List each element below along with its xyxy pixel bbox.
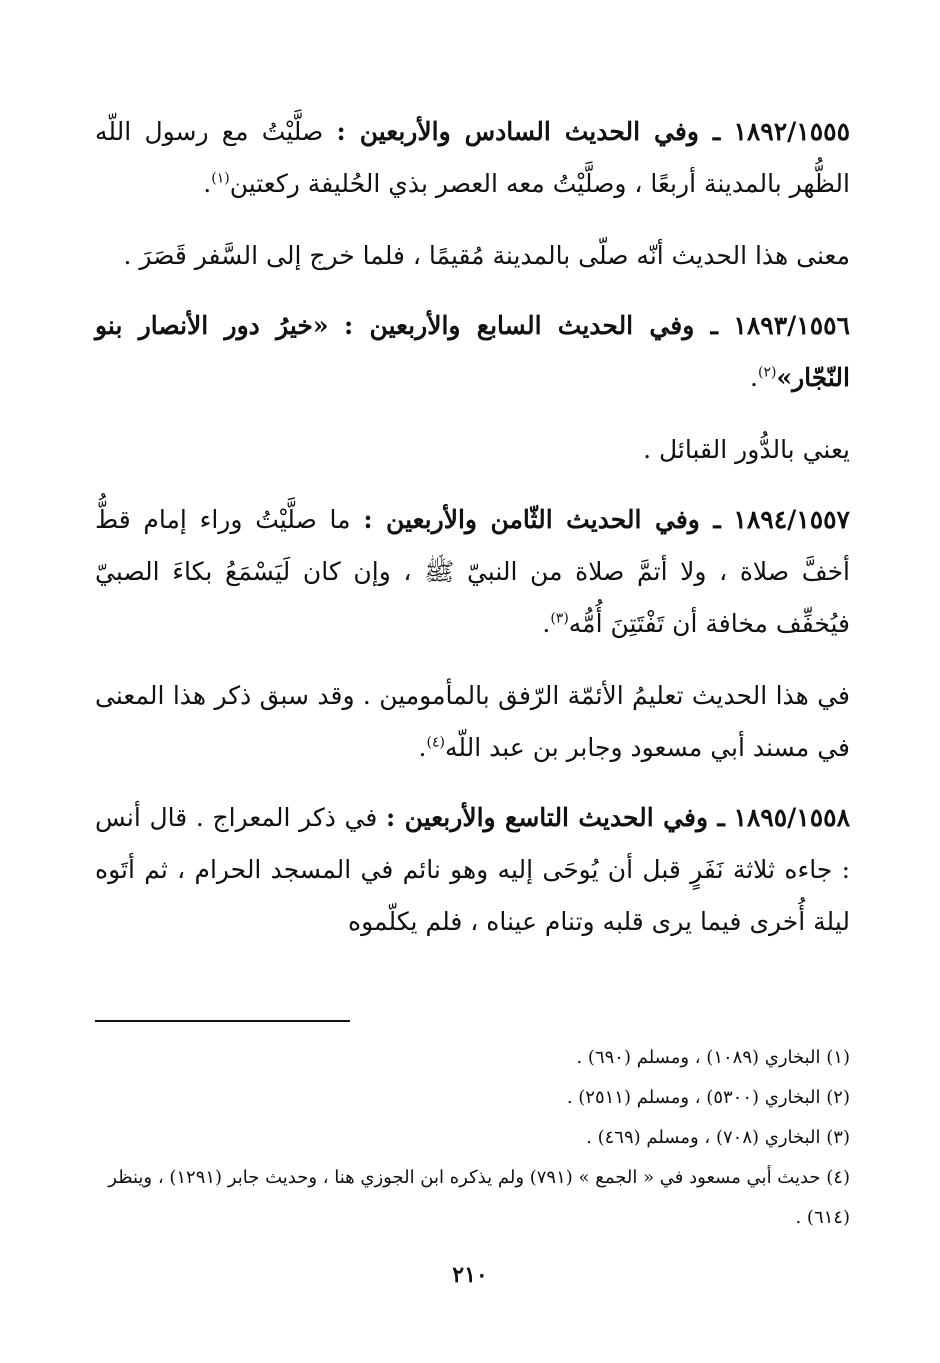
hadith-number: ١٨٩٤/١٥٥٧ <box>733 505 850 534</box>
footnote-3: (٣) البخاري (٧٠٨) ، ومسلم (٤٦٩) . <box>586 1127 850 1148</box>
commentary-end: . <box>418 733 427 762</box>
page-body <box>95 100 850 948</box>
hadith-1556 <box>95 300 850 404</box>
hadith-intro: ـ وفي الحديث السادس والأربعين : <box>336 117 721 146</box>
hadith-end: . <box>750 363 758 392</box>
hadith-intro: ـ وفي الحديث السابع والأربعين : <box>344 311 718 340</box>
commentary-1556: يعني بالدُّور القبائل . <box>643 435 850 464</box>
hadith-number: ١٨٩٢/١٥٥٥ <box>733 117 850 146</box>
hadith-1558 <box>95 792 850 948</box>
footnote-ref[interactable]: (٣) <box>550 610 569 627</box>
hadith-text: في ذكر المعراج . قال أنس : جاءه ثلاثة نَفَرٍ قبل أن يُوحَى إليه وهو نائم في المسجد الحرام ، ثم أتَوه ليلة أُخرى فيما يرى قلبه وتنام عيناه ، فلم يكلّموه <box>95 803 850 936</box>
hadith-intro: ـ وفي الحديث التاسع والأربعين : <box>386 803 725 832</box>
hadith-end: . <box>542 609 551 638</box>
commentary-1555: معنى هذا الحديث أنّه صلّى بالمدينة مُقيمًا ، فلما خرج إلى السَّفر قَصَرَ . <box>123 241 850 270</box>
footnote-ref[interactable]: (١) <box>211 170 230 187</box>
hadith-text: ما صلَّيْتُ وراء إمام قطُّ أخفَّ صلاة ، ولا أتمَّ صلاة من النبيّ ﷺ ، وإن كان لَيَسْمَعُ بكاءَ الصبيّ فيُخفِّف مخافة أن تَفْتَتِنَ أُمُّه <box>95 505 850 638</box>
commentary-text: في هذا الحديث تعليمُ الأئمّة الرّفق بالمأمومين . وقد سبق ذكر هذا المعنى في مسند أبي مسعود وجابر بن عبد اللّه <box>95 681 850 762</box>
hadith-end: . <box>203 169 212 198</box>
hadith-text: «خيرُ دور الأنصار بنو النّجّار» <box>95 311 850 392</box>
page-number: ٢١٠ <box>452 1262 488 1288</box>
hadith-1557 <box>95 494 850 650</box>
commentary-1557 <box>95 670 850 774</box>
hadith-intro: ـ وفي الحديث الثّامن والأربعين : <box>363 505 721 534</box>
footnote-4: (٤) حديث أبي مسعود في « الجمع » (٧٩١) ولم يذكره ابن الجوزي هنا ، وحديث جابر (١٢٩١) ، وينظر (٦١٤) . <box>108 1167 850 1228</box>
footnote-ref[interactable]: (٢) <box>757 364 777 381</box>
footnote-1: (١) البخاري (١٠٨٩) ، ومسلم (٦٩٠) . <box>576 1047 850 1068</box>
footnote-divider <box>95 1020 350 1022</box>
footnotes <box>95 1038 850 1238</box>
hadith-number: ١٨٩٥/١٥٥٨ <box>733 803 851 832</box>
footnote-ref[interactable]: (٤) <box>426 734 445 751</box>
hadith-number: ١٨٩٣/١٥٥٦ <box>733 311 850 340</box>
footnote-2: (٢) البخاري (٥٣٠٠) ، ومسلم (٢٥١١) . <box>566 1087 850 1108</box>
hadith-text: صلَّيْتُ مع رسول اللّه الظُّهر بالمدينة أربعًا ، وصلَّيْتُ معه العصر بذي الحُليفة ركعتين <box>95 117 850 198</box>
hadith-1555 <box>95 106 850 210</box>
